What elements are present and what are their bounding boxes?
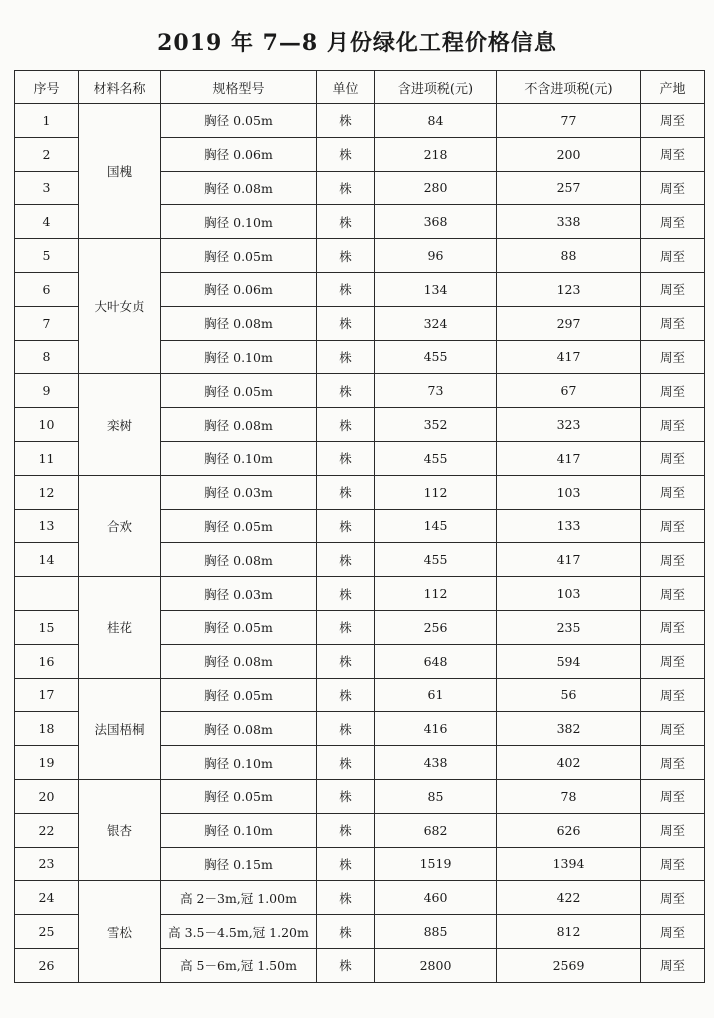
price-with-tax: 280 xyxy=(375,171,497,205)
price-with-tax: 368 xyxy=(375,205,497,239)
price-without-tax: 626 xyxy=(497,813,641,847)
price-with-tax: 352 xyxy=(375,408,497,442)
unit-cell: 株 xyxy=(317,915,375,949)
origin-cell: 周至 xyxy=(641,779,705,813)
price-without-tax: 812 xyxy=(497,915,641,949)
material-name: 雪松 xyxy=(79,881,161,982)
price-table xyxy=(14,70,705,983)
header-price-notax: 不含进项税(元) xyxy=(497,71,641,104)
origin-cell: 周至 xyxy=(641,441,705,475)
spec-cell: 胸径 0.03m xyxy=(161,475,317,509)
spec-cell: 胸径 0.06m xyxy=(161,272,317,306)
price-without-tax: 1394 xyxy=(497,847,641,881)
table-row xyxy=(15,779,705,813)
row-number: 8 xyxy=(15,340,79,374)
origin-cell: 周至 xyxy=(641,610,705,644)
unit-cell: 株 xyxy=(317,577,375,611)
spec-cell: 胸径 0.08m xyxy=(161,171,317,205)
unit-cell: 株 xyxy=(317,171,375,205)
spec-cell: 胸径 0.10m xyxy=(161,813,317,847)
material-name: 桂花 xyxy=(79,577,161,678)
price-with-tax: 2800 xyxy=(375,948,497,982)
price-without-tax: 2569 xyxy=(497,948,641,982)
spec-cell: 胸径 0.08m xyxy=(161,712,317,746)
unit-cell: 株 xyxy=(317,746,375,780)
price-with-tax: 885 xyxy=(375,915,497,949)
price-without-tax: 297 xyxy=(497,306,641,340)
price-with-tax: 61 xyxy=(375,678,497,712)
origin-cell: 周至 xyxy=(641,577,705,611)
table-row xyxy=(15,104,705,138)
unit-cell: 株 xyxy=(317,644,375,678)
table-row xyxy=(15,374,705,408)
price-without-tax: 103 xyxy=(497,577,641,611)
material-name: 栾树 xyxy=(79,374,161,475)
row-number: 20 xyxy=(15,779,79,813)
price-with-tax: 84 xyxy=(375,104,497,138)
origin-cell: 周至 xyxy=(641,475,705,509)
unit-cell: 株 xyxy=(317,678,375,712)
origin-cell: 周至 xyxy=(641,374,705,408)
table-row xyxy=(15,881,705,915)
spec-cell: 胸径 0.03m xyxy=(161,577,317,611)
header-origin: 产地 xyxy=(641,71,705,104)
price-with-tax: 145 xyxy=(375,509,497,543)
page-title: 2019 年 7—8 月份绿化工程价格信息 xyxy=(157,30,557,56)
spec-cell: 胸径 0.08m xyxy=(161,543,317,577)
table-row xyxy=(15,678,705,712)
header-material: 材料名称 xyxy=(79,71,161,104)
origin-cell: 周至 xyxy=(641,137,705,171)
price-without-tax: 257 xyxy=(497,171,641,205)
spec-cell: 胸径 0.05m xyxy=(161,678,317,712)
price-without-tax: 235 xyxy=(497,610,641,644)
header-spec: 规格型号 xyxy=(161,71,317,104)
price-without-tax: 77 xyxy=(497,104,641,138)
material-name: 国槐 xyxy=(79,104,161,239)
price-with-tax: 648 xyxy=(375,644,497,678)
origin-cell: 周至 xyxy=(641,205,705,239)
price-without-tax: 323 xyxy=(497,408,641,442)
price-without-tax: 123 xyxy=(497,272,641,306)
row-number: 18 xyxy=(15,712,79,746)
price-without-tax: 417 xyxy=(497,543,641,577)
unit-cell: 株 xyxy=(317,408,375,442)
row-number: 11 xyxy=(15,441,79,475)
origin-cell: 周至 xyxy=(641,678,705,712)
origin-cell: 周至 xyxy=(641,813,705,847)
origin-cell: 周至 xyxy=(641,306,705,340)
row-number: 9 xyxy=(15,374,79,408)
origin-cell: 周至 xyxy=(641,340,705,374)
price-without-tax: 133 xyxy=(497,509,641,543)
origin-cell: 周至 xyxy=(641,644,705,678)
price-with-tax: 455 xyxy=(375,543,497,577)
origin-cell: 周至 xyxy=(641,746,705,780)
unit-cell: 株 xyxy=(317,813,375,847)
spec-cell: 胸径 0.05m xyxy=(161,104,317,138)
material-name: 大叶女贞 xyxy=(79,239,161,374)
price-without-tax: 417 xyxy=(497,441,641,475)
unit-cell: 株 xyxy=(317,779,375,813)
origin-cell: 周至 xyxy=(641,881,705,915)
unit-cell: 株 xyxy=(317,712,375,746)
row-number xyxy=(15,577,79,611)
table-row xyxy=(15,577,705,611)
unit-cell: 株 xyxy=(317,239,375,273)
unit-cell: 株 xyxy=(317,137,375,171)
unit-cell: 株 xyxy=(317,475,375,509)
spec-cell: 胸径 0.08m xyxy=(161,644,317,678)
spec-cell: 胸径 0.10m xyxy=(161,441,317,475)
unit-cell: 株 xyxy=(317,881,375,915)
price-without-tax: 402 xyxy=(497,746,641,780)
spec-cell: 胸径 0.10m xyxy=(161,746,317,780)
price-without-tax: 338 xyxy=(497,205,641,239)
row-number: 5 xyxy=(15,239,79,273)
row-number: 17 xyxy=(15,678,79,712)
header-no: 序号 xyxy=(15,71,79,104)
price-without-tax: 422 xyxy=(497,881,641,915)
origin-cell: 周至 xyxy=(641,272,705,306)
origin-cell: 周至 xyxy=(641,408,705,442)
spec-cell: 胸径 0.15m xyxy=(161,847,317,881)
unit-cell: 株 xyxy=(317,104,375,138)
unit-cell: 株 xyxy=(317,847,375,881)
spec-cell: 高 3.5－4.5m,冠 1.20m xyxy=(161,915,317,949)
table-body xyxy=(15,104,705,983)
table-header xyxy=(15,71,705,104)
spec-cell: 高 2－3m,冠 1.00m xyxy=(161,881,317,915)
origin-cell: 周至 xyxy=(641,948,705,982)
price-with-tax: 256 xyxy=(375,610,497,644)
origin-cell: 周至 xyxy=(641,543,705,577)
price-with-tax: 73 xyxy=(375,374,497,408)
price-without-tax: 67 xyxy=(497,374,641,408)
price-with-tax: 112 xyxy=(375,475,497,509)
unit-cell: 株 xyxy=(317,509,375,543)
price-with-tax: 460 xyxy=(375,881,497,915)
row-number: 26 xyxy=(15,948,79,982)
spec-cell: 胸径 0.08m xyxy=(161,408,317,442)
spec-cell: 胸径 0.05m xyxy=(161,509,317,543)
origin-cell: 周至 xyxy=(641,239,705,273)
price-with-tax: 455 xyxy=(375,441,497,475)
header-price-tax: 含进项税(元) xyxy=(375,71,497,104)
unit-cell: 株 xyxy=(317,374,375,408)
price-without-tax: 78 xyxy=(497,779,641,813)
unit-cell: 株 xyxy=(317,340,375,374)
spec-cell: 胸径 0.05m xyxy=(161,374,317,408)
origin-cell: 周至 xyxy=(641,847,705,881)
price-with-tax: 416 xyxy=(375,712,497,746)
origin-cell: 周至 xyxy=(641,712,705,746)
row-number: 7 xyxy=(15,306,79,340)
spec-cell: 胸径 0.06m xyxy=(161,137,317,171)
price-without-tax: 200 xyxy=(497,137,641,171)
price-without-tax: 382 xyxy=(497,712,641,746)
row-number: 4 xyxy=(15,205,79,239)
price-without-tax: 594 xyxy=(497,644,641,678)
spec-cell: 胸径 0.10m xyxy=(161,205,317,239)
row-number: 1 xyxy=(15,104,79,138)
price-with-tax: 96 xyxy=(375,239,497,273)
row-number: 6 xyxy=(15,272,79,306)
price-without-tax: 56 xyxy=(497,678,641,712)
unit-cell: 株 xyxy=(317,306,375,340)
price-with-tax: 218 xyxy=(375,137,497,171)
unit-cell: 株 xyxy=(317,441,375,475)
price-with-tax: 134 xyxy=(375,272,497,306)
row-number: 25 xyxy=(15,915,79,949)
table-row xyxy=(15,239,705,273)
price-with-tax: 112 xyxy=(375,577,497,611)
price-with-tax: 682 xyxy=(375,813,497,847)
spec-cell: 胸径 0.05m xyxy=(161,239,317,273)
price-with-tax: 85 xyxy=(375,779,497,813)
spec-cell: 胸径 0.05m xyxy=(161,779,317,813)
unit-cell: 株 xyxy=(317,272,375,306)
row-number: 24 xyxy=(15,881,79,915)
row-number: 19 xyxy=(15,746,79,780)
price-with-tax: 455 xyxy=(375,340,497,374)
origin-cell: 周至 xyxy=(641,915,705,949)
row-number: 13 xyxy=(15,509,79,543)
material-name: 合欢 xyxy=(79,475,161,576)
unit-cell: 株 xyxy=(317,543,375,577)
spec-cell: 胸径 0.05m xyxy=(161,610,317,644)
origin-cell: 周至 xyxy=(641,509,705,543)
row-number: 12 xyxy=(15,475,79,509)
price-with-tax: 438 xyxy=(375,746,497,780)
table-row xyxy=(15,475,705,509)
spec-cell: 胸径 0.10m xyxy=(161,340,317,374)
row-number: 15 xyxy=(15,610,79,644)
material-name: 法国梧桐 xyxy=(79,678,161,779)
price-without-tax: 417 xyxy=(497,340,641,374)
row-number: 22 xyxy=(15,813,79,847)
origin-cell: 周至 xyxy=(641,104,705,138)
row-number: 16 xyxy=(15,644,79,678)
row-number: 3 xyxy=(15,171,79,205)
spec-cell: 高 5－6m,冠 1.50m xyxy=(161,948,317,982)
origin-cell: 周至 xyxy=(641,171,705,205)
row-number: 14 xyxy=(15,543,79,577)
spec-cell: 胸径 0.08m xyxy=(161,306,317,340)
price-with-tax: 324 xyxy=(375,306,497,340)
header-row xyxy=(15,71,705,104)
price-without-tax: 103 xyxy=(497,475,641,509)
row-number: 2 xyxy=(15,137,79,171)
price-without-tax: 88 xyxy=(497,239,641,273)
material-name: 银杏 xyxy=(79,779,161,880)
header-unit: 单位 xyxy=(317,71,375,104)
unit-cell: 株 xyxy=(317,205,375,239)
unit-cell: 株 xyxy=(317,610,375,644)
unit-cell: 株 xyxy=(317,948,375,982)
row-number: 23 xyxy=(15,847,79,881)
row-number: 10 xyxy=(15,408,79,442)
price-with-tax: 1519 xyxy=(375,847,497,881)
